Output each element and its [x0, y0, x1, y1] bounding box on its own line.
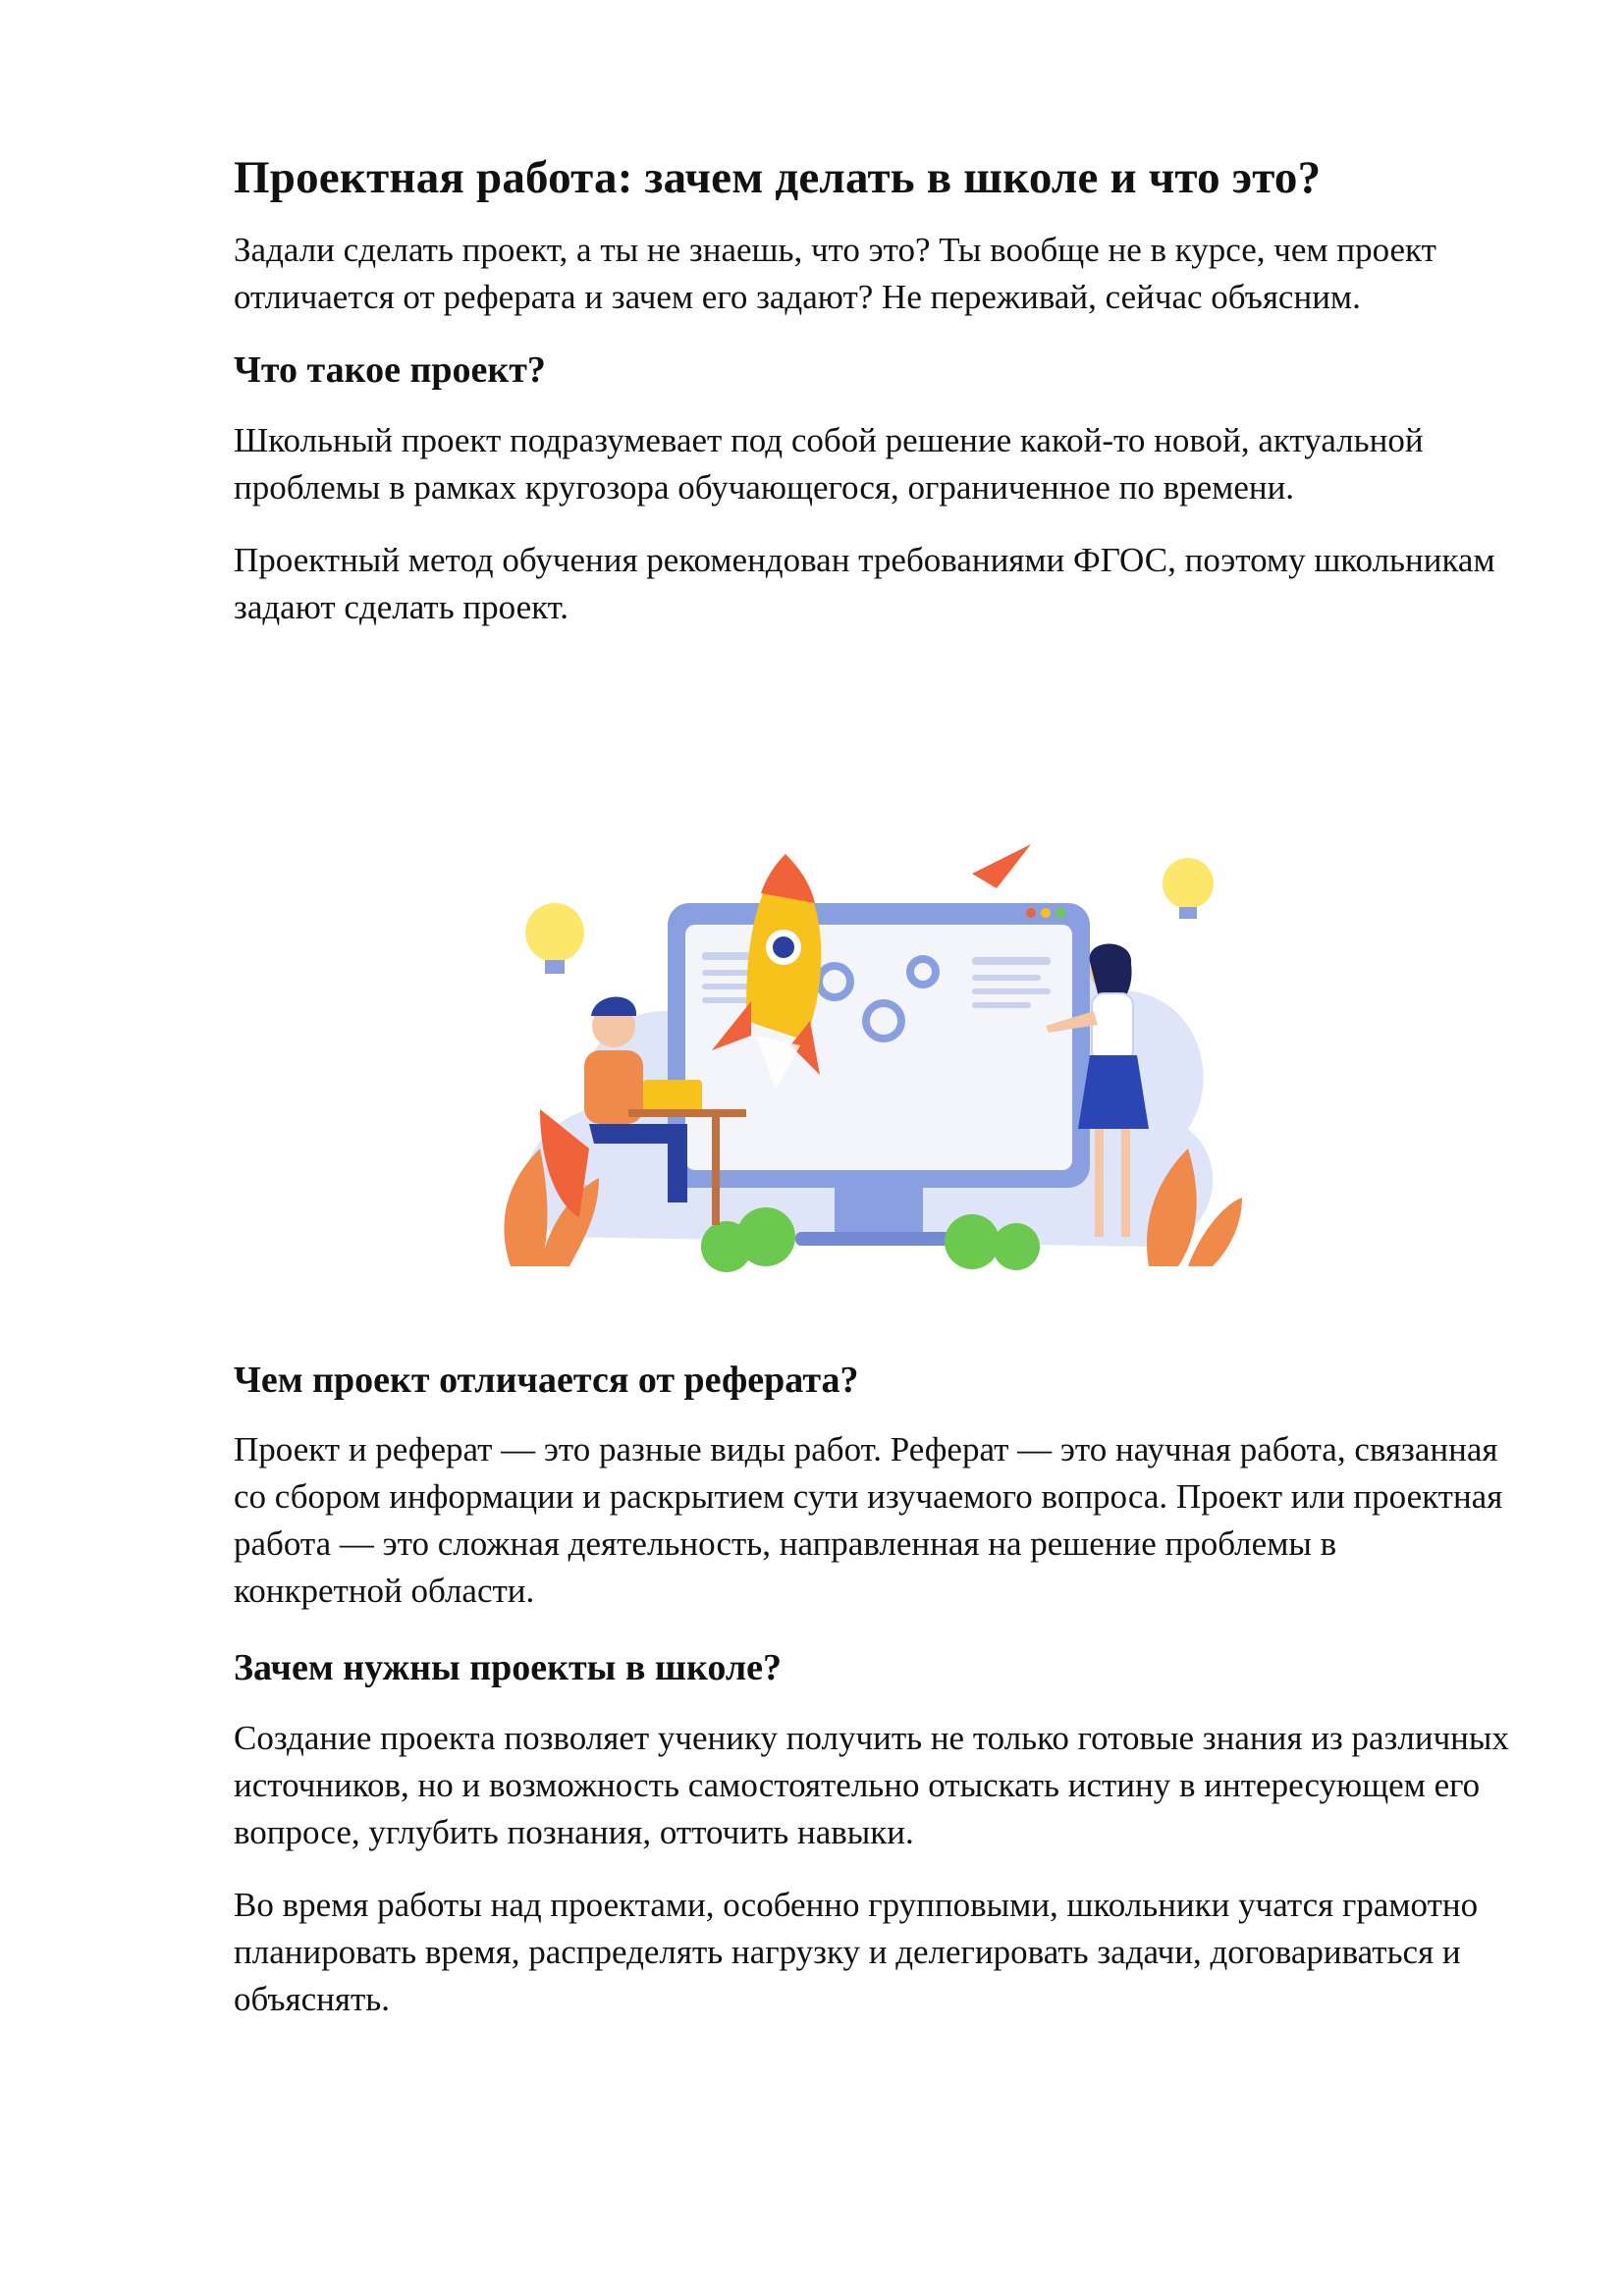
paper-plane-icon	[972, 844, 1031, 888]
light-bulb-icon	[525, 903, 584, 974]
section-paragraph: Школьный проект подразумевает под собой решение какой-то новой, актуальной проблемы в рамках кругозора обучающегося, ограниченное по времени.	[234, 420, 1424, 507]
section-paragraph: Проект и реферат — это разные виды работ. Реферат — это научная работа, связанная со сбором информации и раскрытием сути изучаемого вопроса. Проект или проектная работа — это сложная деятельность, направленная на решение проблемы в конкретной области.	[234, 1430, 1503, 1611]
monitor-stand	[835, 1188, 923, 1237]
intro-paragraph: Задали сделать проект, а ты не знаешь, что это? Ты вообще не в курсе, чем проект отличается от реферата и зачем его задают? Не переживай, сейчас объясним.	[234, 231, 1436, 317]
section-heading-project-vs-essay: Чем проект отличается от реферата?	[234, 1360, 859, 1401]
article-body	[234, 1357, 1510, 2049]
page-title: Проектная работа: зачем делать в школе и что это?	[234, 152, 1322, 203]
section-paragraph: Проектный метод обучения рекомендован требованиями ФГОС, поэтому школьникам задают сделать проект.	[234, 540, 1495, 626]
article-header	[234, 147, 1510, 657]
section-heading-why-projects: Зачем нужны проекты в школе?	[234, 1647, 783, 1689]
project-rocket-illustration	[481, 815, 1247, 1286]
light-bulb-icon	[1163, 858, 1214, 919]
section-heading-what-is-project: Что такое проект?	[234, 349, 546, 392]
section-paragraph: Во время работы над проектами, особенно групповыми, школьники учатся грамотно планировать время, распределять нагрузку и делегировать задачи, договариваться и объяснять.	[234, 1885, 1479, 2018]
section-paragraph: Создание проекта позволяет ученику получить не только готовые знания из различных источников, но и возможность самостоятельно отыскать истину в интересующем его вопросе, углубить познания, отточить навыки.	[234, 1718, 1509, 1851]
